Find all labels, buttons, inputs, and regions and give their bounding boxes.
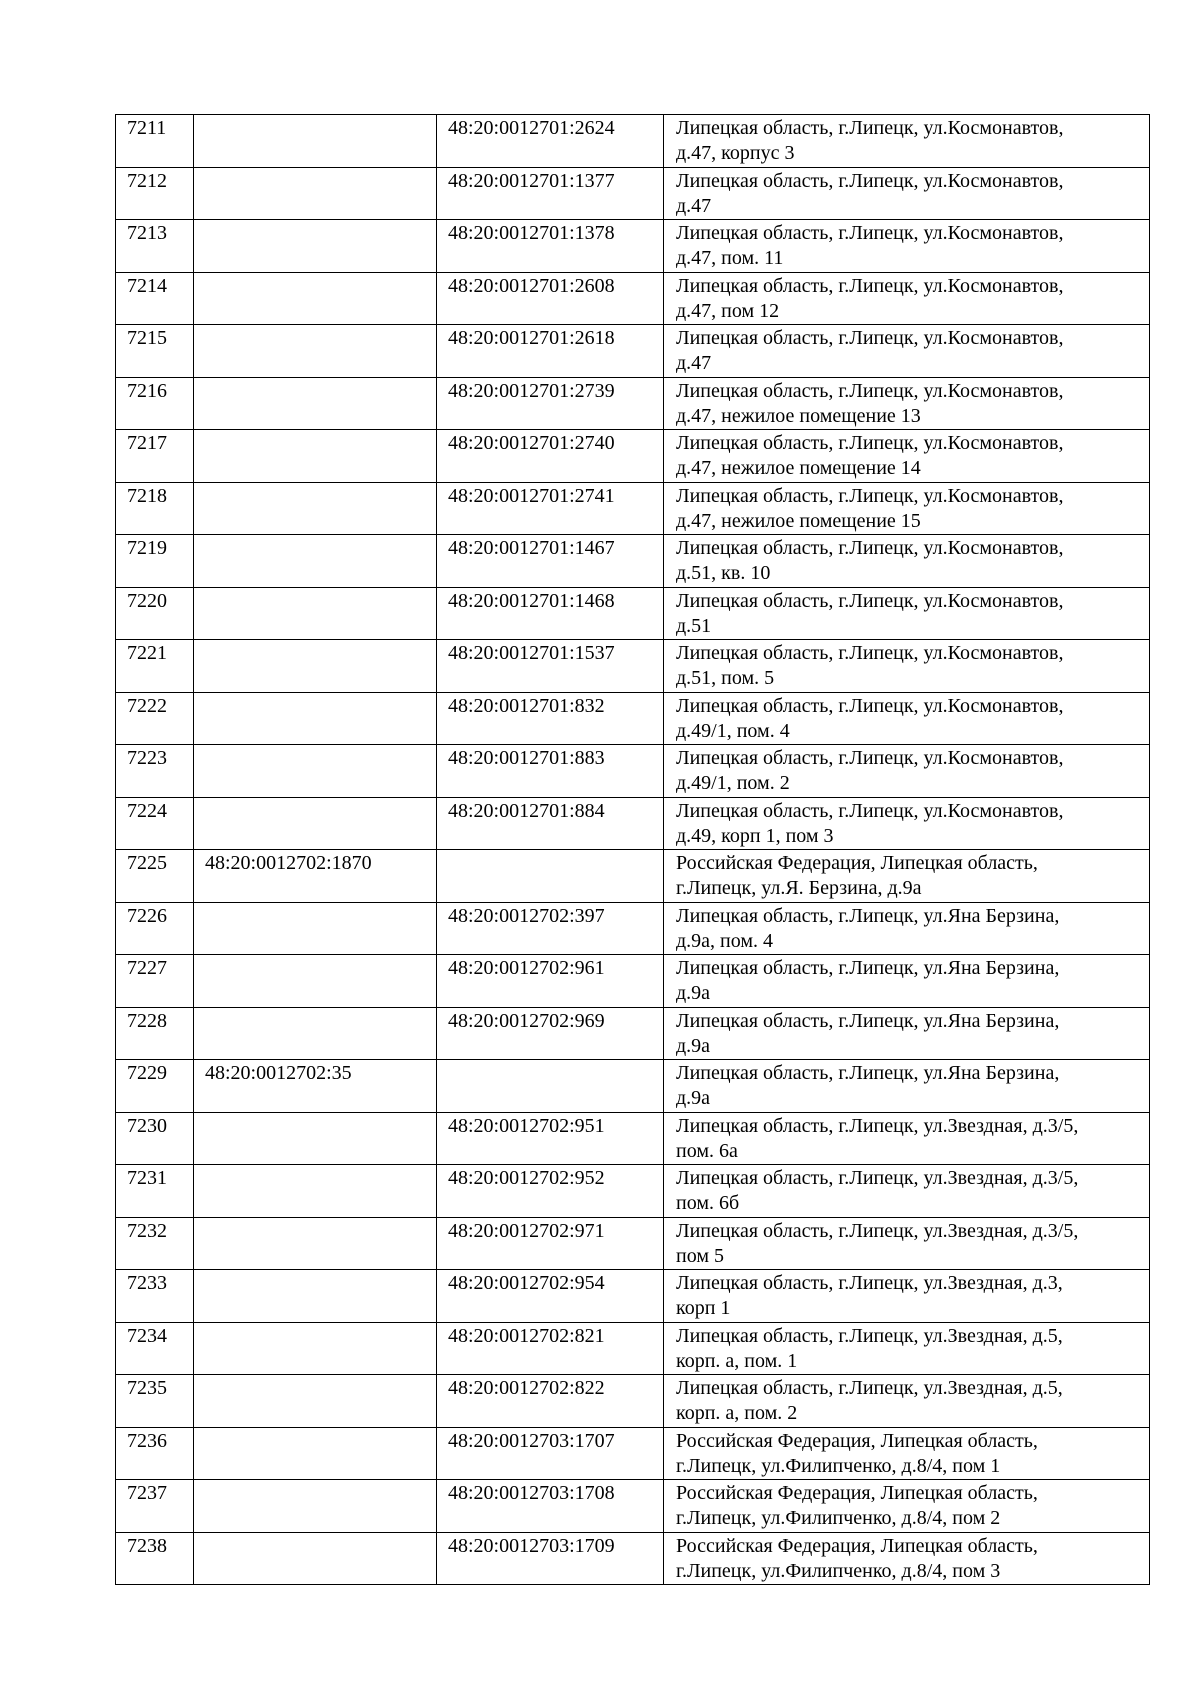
address-cell: Липецкая область, г.Липецк, ул.Звездная, д.3, корп 1: [664, 1270, 1150, 1323]
table-row: [116, 325, 1150, 378]
table-row: [116, 220, 1150, 273]
object-cadastral-number-cell: 48:20:0012701:832: [437, 692, 664, 745]
object-cadastral-number-cell: 48:20:0012702:952: [437, 1165, 664, 1218]
object-cadastral-number-cell: 48:20:0012701:1378: [437, 220, 664, 273]
land-cadastral-number-cell: [194, 1480, 437, 1533]
object-cadastral-number-cell: 48:20:0012702:969: [437, 1007, 664, 1060]
table-row: [116, 1375, 1150, 1428]
object-cadastral-number-cell: 48:20:0012703:1709: [437, 1532, 664, 1585]
table-row: [116, 1427, 1150, 1480]
address-cell: Липецкая область, г.Липецк, ул.Космонавтов, д.47, корпус 3: [664, 115, 1150, 168]
land-cadastral-number-cell: 48:20:0012702:35: [194, 1060, 437, 1113]
land-cadastral-number-cell: 48:20:0012702:1870: [194, 850, 437, 903]
address-cell: Липецкая область, г.Липецк, ул.Звездная, д.3/5, пом. 6б: [664, 1165, 1150, 1218]
object-cadastral-number-cell: 48:20:0012701:884: [437, 797, 664, 850]
address-cell: Липецкая область, г.Липецк, ул.Космонавтов, д.49/1, пом. 4: [664, 692, 1150, 745]
land-cadastral-number-cell: [194, 1270, 437, 1323]
row-number-cell: 7231: [116, 1165, 194, 1218]
row-number-cell: 7211: [116, 115, 194, 168]
row-number-cell: 7213: [116, 220, 194, 273]
land-cadastral-number-cell: [194, 640, 437, 693]
address-cell: Липецкая область, г.Липецк, ул.Звездная, д.5, корп. а, пом. 1: [664, 1322, 1150, 1375]
row-number-cell: 7238: [116, 1532, 194, 1585]
address-cell: Липецкая область, г.Липецк, ул.Звездная, д.3/5, пом 5: [664, 1217, 1150, 1270]
row-number-cell: 7212: [116, 167, 194, 220]
row-number-cell: 7220: [116, 587, 194, 640]
object-cadastral-number-cell: 48:20:0012703:1708: [437, 1480, 664, 1533]
land-cadastral-number-cell: [194, 1532, 437, 1585]
object-cadastral-number-cell: 48:20:0012702:951: [437, 1112, 664, 1165]
address-cell: Липецкая область, г.Липецк, ул.Космонавтов, д.47, нежилое помещение 15: [664, 482, 1150, 535]
table-row: [116, 1532, 1150, 1585]
address-cell: Липецкая область, г.Липецк, ул.Космонавтов, д.47: [664, 325, 1150, 378]
object-cadastral-number-cell: 48:20:0012701:2741: [437, 482, 664, 535]
object-cadastral-number-cell: 48:20:0012701:1537: [437, 640, 664, 693]
table-row: [116, 1270, 1150, 1323]
table-row: [116, 955, 1150, 1008]
address-cell: Липецкая область, г.Липецк, ул.Космонавтов, д.47, пом. 11: [664, 220, 1150, 273]
registry-table: [115, 114, 1150, 1585]
land-cadastral-number-cell: [194, 167, 437, 220]
land-cadastral-number-cell: [194, 1217, 437, 1270]
land-cadastral-number-cell: [194, 1112, 437, 1165]
address-cell: Липецкая область, г.Липецк, ул.Космонавтов, д.47, нежилое помещение 13: [664, 377, 1150, 430]
row-number-cell: 7224: [116, 797, 194, 850]
row-number-cell: 7226: [116, 902, 194, 955]
table-row: [116, 587, 1150, 640]
land-cadastral-number-cell: [194, 325, 437, 378]
address-cell: Липецкая область, г.Липецк, ул.Космонавтов, д.49, корп 1, пом 3: [664, 797, 1150, 850]
row-number-cell: 7236: [116, 1427, 194, 1480]
object-cadastral-number-cell: 48:20:0012701:883: [437, 745, 664, 798]
address-cell: Липецкая область, г.Липецк, ул.Яна Берзина, д.9а, пом. 4: [664, 902, 1150, 955]
table-row: [116, 692, 1150, 745]
row-number-cell: 7219: [116, 535, 194, 588]
land-cadastral-number-cell: [194, 1165, 437, 1218]
table-row: [116, 167, 1150, 220]
row-number-cell: 7217: [116, 430, 194, 483]
land-cadastral-number-cell: [194, 1322, 437, 1375]
object-cadastral-number-cell: 48:20:0012702:971: [437, 1217, 664, 1270]
table-row: [116, 1007, 1150, 1060]
object-cadastral-number-cell: 48:20:0012701:2740: [437, 430, 664, 483]
address-cell: Липецкая область, г.Липецк, ул.Космонавтов, д.49/1, пом. 2: [664, 745, 1150, 798]
land-cadastral-number-cell: [194, 587, 437, 640]
table-row: [116, 272, 1150, 325]
address-cell: Липецкая область, г.Липецк, ул.Звездная, д.5, корп. а, пом. 2: [664, 1375, 1150, 1428]
row-number-cell: 7229: [116, 1060, 194, 1113]
table-row: [116, 745, 1150, 798]
object-cadastral-number-cell: 48:20:0012701:2618: [437, 325, 664, 378]
address-cell: Липецкая область, г.Липецк, ул.Яна Берзина, д.9а: [664, 1060, 1150, 1113]
land-cadastral-number-cell: [194, 1375, 437, 1428]
row-number-cell: 7228: [116, 1007, 194, 1060]
object-cadastral-number-cell: 48:20:0012701:2624: [437, 115, 664, 168]
object-cadastral-number-cell: [437, 1060, 664, 1113]
land-cadastral-number-cell: [194, 272, 437, 325]
object-cadastral-number-cell: 48:20:0012701:1468: [437, 587, 664, 640]
land-cadastral-number-cell: [194, 955, 437, 1008]
row-number-cell: 7223: [116, 745, 194, 798]
land-cadastral-number-cell: [194, 535, 437, 588]
land-cadastral-number-cell: [194, 1427, 437, 1480]
row-number-cell: 7222: [116, 692, 194, 745]
table-row: [116, 1165, 1150, 1218]
land-cadastral-number-cell: [194, 115, 437, 168]
row-number-cell: 7221: [116, 640, 194, 693]
table-row: [116, 1112, 1150, 1165]
row-number-cell: 7227: [116, 955, 194, 1008]
address-cell: Липецкая область, г.Липецк, ул.Космонавтов, д.47, пом 12: [664, 272, 1150, 325]
table-row: [116, 1060, 1150, 1113]
land-cadastral-number-cell: [194, 1007, 437, 1060]
row-number-cell: 7214: [116, 272, 194, 325]
row-number-cell: 7215: [116, 325, 194, 378]
land-cadastral-number-cell: [194, 902, 437, 955]
table-row: [116, 482, 1150, 535]
land-cadastral-number-cell: [194, 377, 437, 430]
object-cadastral-number-cell: 48:20:0012701:2739: [437, 377, 664, 430]
object-cadastral-number-cell: 48:20:0012703:1707: [437, 1427, 664, 1480]
table-row: [116, 797, 1150, 850]
row-number-cell: 7232: [116, 1217, 194, 1270]
table-row: [116, 377, 1150, 430]
land-cadastral-number-cell: [194, 220, 437, 273]
row-number-cell: 7234: [116, 1322, 194, 1375]
address-cell: Российская Федерация, Липецкая область, г.Липецк, ул.Филипченко, д.8/4, пом 1: [664, 1427, 1150, 1480]
object-cadastral-number-cell: 48:20:0012702:954: [437, 1270, 664, 1323]
object-cadastral-number-cell: 48:20:0012701:2608: [437, 272, 664, 325]
table-row: [116, 850, 1150, 903]
address-cell: Липецкая область, г.Липецк, ул.Яна Берзина, д.9а: [664, 1007, 1150, 1060]
object-cadastral-number-cell: 48:20:0012701:1467: [437, 535, 664, 588]
table-row: [116, 1480, 1150, 1533]
object-cadastral-number-cell: 48:20:0012702:397: [437, 902, 664, 955]
row-number-cell: 7218: [116, 482, 194, 535]
address-cell: Липецкая область, г.Липецк, ул.Яна Берзина, д.9а: [664, 955, 1150, 1008]
registry-table-body: [116, 115, 1150, 1585]
object-cadastral-number-cell: 48:20:0012702:961: [437, 955, 664, 1008]
row-number-cell: 7225: [116, 850, 194, 903]
table-row: [116, 640, 1150, 693]
address-cell: Липецкая область, г.Липецк, ул.Космонавтов, д.51, кв. 10: [664, 535, 1150, 588]
row-number-cell: 7237: [116, 1480, 194, 1533]
land-cadastral-number-cell: [194, 430, 437, 483]
object-cadastral-number-cell: 48:20:0012702:821: [437, 1322, 664, 1375]
address-cell: Липецкая область, г.Липецк, ул.Космонавтов, д.47: [664, 167, 1150, 220]
row-number-cell: 7235: [116, 1375, 194, 1428]
land-cadastral-number-cell: [194, 692, 437, 745]
row-number-cell: 7230: [116, 1112, 194, 1165]
object-cadastral-number-cell: [437, 850, 664, 903]
address-cell: Российская Федерация, Липецкая область, г.Липецк, ул.Филипченко, д.8/4, пом 3: [664, 1532, 1150, 1585]
row-number-cell: 7216: [116, 377, 194, 430]
row-number-cell: 7233: [116, 1270, 194, 1323]
address-cell: Липецкая область, г.Липецк, ул.Звездная, д.3/5, пом. 6а: [664, 1112, 1150, 1165]
table-row: [116, 430, 1150, 483]
address-cell: Российская Федерация, Липецкая область, г.Липецк, ул.Филипченко, д.8/4, пом 2: [664, 1480, 1150, 1533]
address-cell: Российская Федерация, Липецкая область, г.Липецк, ул.Я. Берзина, д.9а: [664, 850, 1150, 903]
table-row: [116, 902, 1150, 955]
object-cadastral-number-cell: 48:20:0012702:822: [437, 1375, 664, 1428]
table-row: [116, 115, 1150, 168]
table-row: [116, 535, 1150, 588]
address-cell: Липецкая область, г.Липецк, ул.Космонавтов, д.47, нежилое помещение 14: [664, 430, 1150, 483]
address-cell: Липецкая область, г.Липецк, ул.Космонавтов, д.51, пом. 5: [664, 640, 1150, 693]
table-row: [116, 1217, 1150, 1270]
object-cadastral-number-cell: 48:20:0012701:1377: [437, 167, 664, 220]
land-cadastral-number-cell: [194, 482, 437, 535]
address-cell: Липецкая область, г.Липецк, ул.Космонавтов, д.51: [664, 587, 1150, 640]
table-row: [116, 1322, 1150, 1375]
land-cadastral-number-cell: [194, 797, 437, 850]
land-cadastral-number-cell: [194, 745, 437, 798]
